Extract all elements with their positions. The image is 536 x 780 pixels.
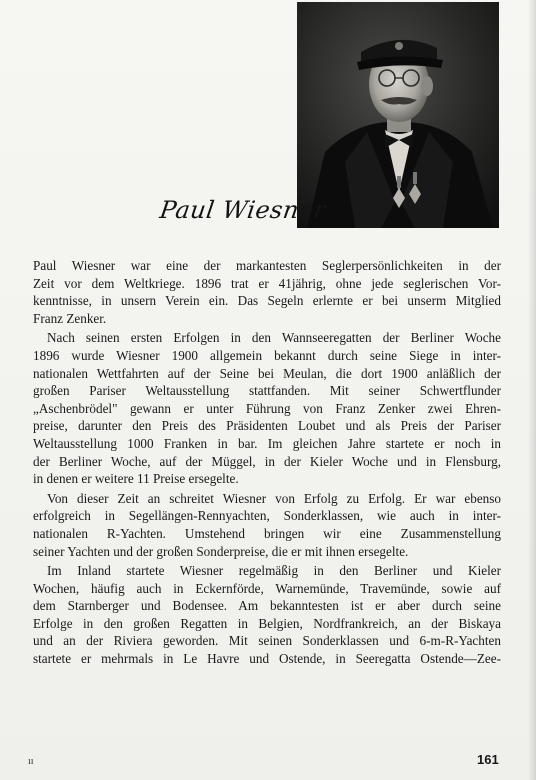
- text-line: „Aschenbrödel" gewann er unter Führung von Franz Zenker zwei Ehren-: [33, 400, 501, 416]
- text-line: Paul Wiesner war eine der markantesten Seglerpersönlichkeiten in der: [33, 258, 501, 273]
- text-line: Von dieser Zeit an schreitet Wiesner von Erfolg zu Erfolg. Er war ebenso: [47, 490, 501, 506]
- text-line: seiner Yachten und der großen Sonderpreise, die er mit ihnen ersegelte.: [33, 543, 409, 559]
- article-body: [33, 257, 501, 670]
- text-line: dem Starnberger und Bodensee. Am bekanntesten ist er aber durch seine: [33, 598, 501, 614]
- text-line: Wochen, häufig auch in Eckernförde, Warnemünde, Travemünde, sowie auf: [33, 580, 501, 596]
- text-line: Franz Zenker.: [33, 310, 107, 326]
- footer-marker: ıı: [28, 756, 34, 767]
- text-line: preise, darunter den Preis des Präsidenten Loubet und als Preis der Pariser: [33, 418, 501, 434]
- text-line: der Berliner Woche, auf der Müggel, in der Kieler Woche und in Flensburg,: [33, 453, 501, 469]
- text-line: Im Inland startete Wiesner regelmäßig in den Berliner und Kieler: [47, 563, 501, 579]
- page-edge-shadow: [528, 0, 536, 780]
- text-line: Nach seinen ersten Erfolgen in den Wannseeregatten der Berliner Woche: [47, 330, 501, 346]
- portrait-illustration: [297, 2, 499, 228]
- portrait-caption: Paul Wiesner: [158, 196, 328, 224]
- text-line: kenntnisse, in unsern Verein ein. Das Segeln erlernte er bei unserm Mitglied: [33, 293, 501, 309]
- text-line: Erfolge in den großen Regatten in Belgien, Nordfrankreich, an der Biskaya: [33, 615, 501, 631]
- paragraph-4: [33, 562, 501, 668]
- paragraph-2: [33, 329, 501, 487]
- text-line: Zeit vor dem Weltkriege. 1896 trat er 41jährig, ohne jede seglerischen Vor-: [33, 275, 501, 291]
- text-line: nationalen Wettfahrten auf der Seine bei Meulan, die dort 1900 anläßlich der: [33, 365, 501, 381]
- text-line: großen Pariser Weltausstellung stattfanden. Mit seiner Schwertflunder: [33, 383, 501, 399]
- paragraph-1: [33, 257, 501, 327]
- text-line: und an der Riviera geworden. Mit seinen Sonderklassen und 6-m-R-Yachten: [33, 633, 501, 649]
- text-line: in denen er weitere 11 Preise ersegelte.: [33, 471, 239, 487]
- text-line: nationalen R-Yachten. Umstehend bringen wir eine Zusammenstellung: [33, 525, 501, 541]
- text-line: 1896 wurde Wiesner 1900 allgemein bekannt durch seine Siege in inter-: [33, 347, 501, 363]
- page-number: 161: [477, 752, 499, 767]
- portrait-photo: [297, 2, 499, 228]
- text-line: startete er mehrmals in Le Havre und Ostende, in Seeregatta Ostende—Zee-: [33, 651, 501, 667]
- text-line: Weltausstellung 1000 Franken in bar. Im gleichen Jahre startete er noch in: [33, 435, 501, 451]
- paragraph-3: [33, 490, 501, 560]
- text-line: erfolgreich in Segellängen-Rennyachten, Sonderklassen, wie auch in inter-: [33, 508, 501, 524]
